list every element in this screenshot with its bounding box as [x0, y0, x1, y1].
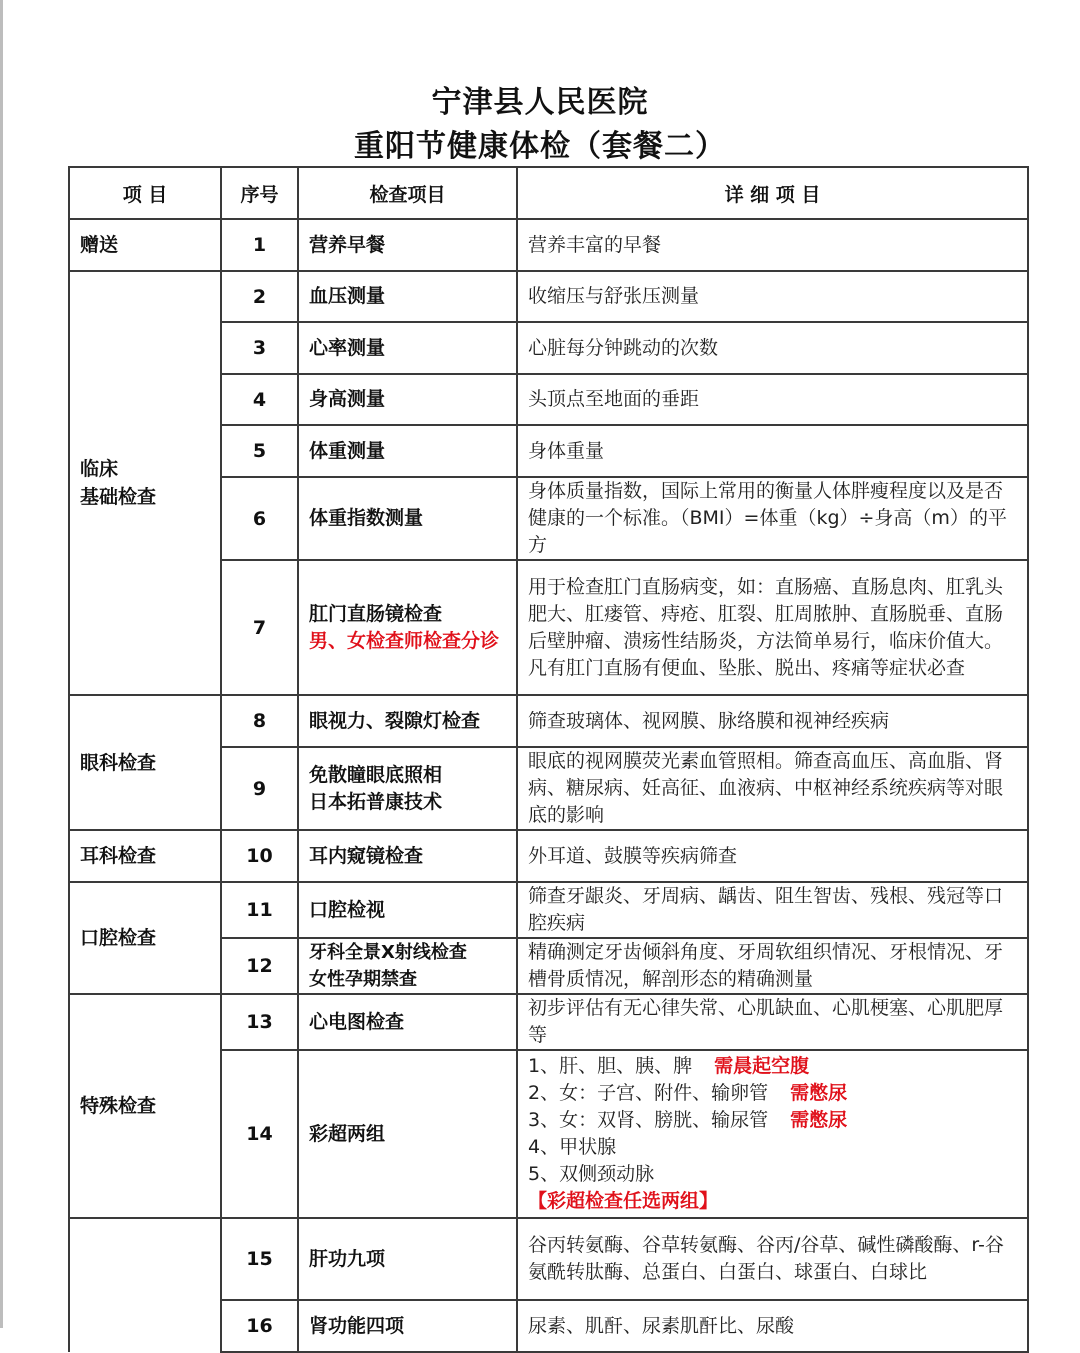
row-number: 14: [221, 1050, 298, 1218]
exam-item: 牙科全景X射线检查 女性孕期禁查: [298, 938, 517, 994]
row-number: 8: [221, 695, 298, 747]
table-row: [69, 1218, 1028, 1300]
exam-item: 口腔检视: [298, 882, 517, 938]
category-ear: 耳科检查: [69, 830, 221, 882]
exam-detail: 用于检查肛门直肠病变，如：直肠癌、直肠息肉、肛乳头肥大、肛瘘管、痔疮、肛裂、肛周脓肿、直肠脱垂、直肠后壁肿瘤、溃疡性结肠炎，方法简单易行，临床价值大。凡有肛门直肠有便血、坠胀、脱出、疼痛等症状必查: [517, 560, 1028, 695]
row-number: 5: [221, 425, 298, 477]
exam-detail: 谷丙转氨酶、谷草转氨酶、谷丙/谷草、碱性磷酸酶、r-谷氨酰转肽酶、总蛋白、白蛋白、球蛋白、白球比: [517, 1218, 1028, 1300]
row-number: 4: [221, 374, 298, 425]
table-row: [69, 830, 1028, 882]
row-number: 16: [221, 1300, 298, 1352]
exam-detail: 外耳道、鼓膜等疾病筛查: [517, 830, 1028, 882]
row-number: 15: [221, 1218, 298, 1300]
ultrasound-option: 5、双侧颈动脉: [528, 1163, 655, 1185]
row-number: 7: [221, 560, 298, 695]
exam-item: 心电图检查: [298, 994, 517, 1050]
exam-detail: 精确测定牙齿倾斜角度、牙周软组织情况、牙根情况、牙槽骨质情况，解剖形态的精确测量: [517, 938, 1028, 994]
row-number: 10: [221, 830, 298, 882]
category-clinical: 临床 基础检查: [69, 271, 221, 695]
exam-detail: 身体质量指数，国际上常用的衡量人体胖瘦程度以及是否健康的一个标准。（BMI）=体重（kg）÷身高（m）的平方: [517, 477, 1028, 560]
exam-item: 眼视力、裂隙灯检查: [298, 695, 517, 747]
exam-item: 肾功能四项: [298, 1300, 517, 1352]
category-lab: [69, 1218, 221, 1352]
row-number: 1: [221, 219, 298, 271]
requirement-note: 需晨起空腹: [714, 1055, 810, 1077]
exam-item: 心率测量: [298, 322, 517, 374]
table-row: [69, 882, 1028, 938]
exam-item: 血压测量: [298, 271, 517, 322]
header-item: 检查项目: [298, 167, 517, 219]
exam-item: 彩超两组: [298, 1050, 517, 1218]
table-header-row: [69, 167, 1028, 219]
ultrasound-option: 1、肝、胆、胰、脾 需晨起空腹: [528, 1055, 810, 1077]
exam-item-note: 男、女检查师检查分诊: [309, 629, 500, 652]
row-number: 6: [221, 477, 298, 560]
category-oral: 口腔检查: [69, 882, 221, 994]
table-row: [69, 695, 1028, 747]
requirement-note: 需憋尿: [790, 1082, 848, 1104]
hospital-name: 宁津县人民医院: [431, 85, 649, 120]
ultrasound-option: 2、女：子宫、附件、输卵管 需憋尿: [528, 1082, 848, 1104]
ultrasound-option: 4、甲状腺: [528, 1136, 617, 1158]
exam-detail: 尿素、肌酐、尿素肌酐比、尿酸: [517, 1300, 1028, 1352]
exam-item: 耳内窥镜检查: [298, 830, 517, 882]
row-number: 9: [221, 747, 298, 830]
row-number: 12: [221, 938, 298, 994]
table-row: [69, 271, 1028, 322]
page-edge: [0, 0, 3, 1328]
exam-detail: 头顶点至地面的垂距: [517, 374, 1028, 425]
category-eye: 眼科检查: [69, 695, 221, 830]
exam-item: 肝功九项: [298, 1218, 517, 1300]
exam-detail: 身体重量: [517, 425, 1028, 477]
exam-detail: [517, 1050, 1028, 1218]
row-number: 3: [221, 322, 298, 374]
exam-item: 体重测量: [298, 425, 517, 477]
exam-detail: 眼底的视网膜荧光素血管照相。筛查高血压、高血脂、肾病、糖尿病、妊高征、血液病、中枢神经系统疾病等对眼底的影响: [517, 747, 1028, 830]
exam-item: 营养早餐: [298, 219, 517, 271]
header-category: 项 目: [69, 167, 221, 219]
exam-table: [68, 166, 1029, 1353]
table-row: [69, 994, 1028, 1050]
row-number: 2: [221, 271, 298, 322]
exam-item: 身高测量: [298, 374, 517, 425]
ultrasound-footer: 【彩超检查任选两组】: [528, 1190, 719, 1212]
exam-item: [298, 560, 517, 695]
document-header: [0, 82, 1080, 168]
requirement-note: 需憋尿: [790, 1109, 848, 1131]
exam-item: 免散瞳眼底照相 日本拓普康技术: [298, 747, 517, 830]
row-number: 13: [221, 994, 298, 1050]
exam-detail: 收缩压与舒张压测量: [517, 271, 1028, 322]
category-gift: 赠送: [69, 219, 221, 271]
table-row: [69, 219, 1028, 271]
header-detail: 详 细 项 目: [517, 167, 1028, 219]
exam-detail: 筛查玻璃体、视网膜、脉络膜和视神经疾病: [517, 695, 1028, 747]
exam-detail: 营养丰富的早餐: [517, 219, 1028, 271]
exam-detail: 心脏每分钟跳动的次数: [517, 322, 1028, 374]
ultrasound-option: 3、女：双肾、膀胱、输尿管 需憋尿: [528, 1109, 848, 1131]
exam-item-name: 肛门直肠镜检查: [309, 602, 443, 625]
package-title: 重阳节健康体检（套餐二）: [354, 129, 726, 164]
header-number: 序号: [221, 167, 298, 219]
row-number: 11: [221, 882, 298, 938]
exam-detail: 筛查牙龈炎、牙周病、龋齿、阻生智齿、残根、残冠等口腔疾病: [517, 882, 1028, 938]
exam-item: 体重指数测量: [298, 477, 517, 560]
category-special: 特殊检查: [69, 994, 221, 1218]
exam-detail: 初步评估有无心律失常、心肌缺血、心肌梗塞、心肌肥厚等: [517, 994, 1028, 1050]
